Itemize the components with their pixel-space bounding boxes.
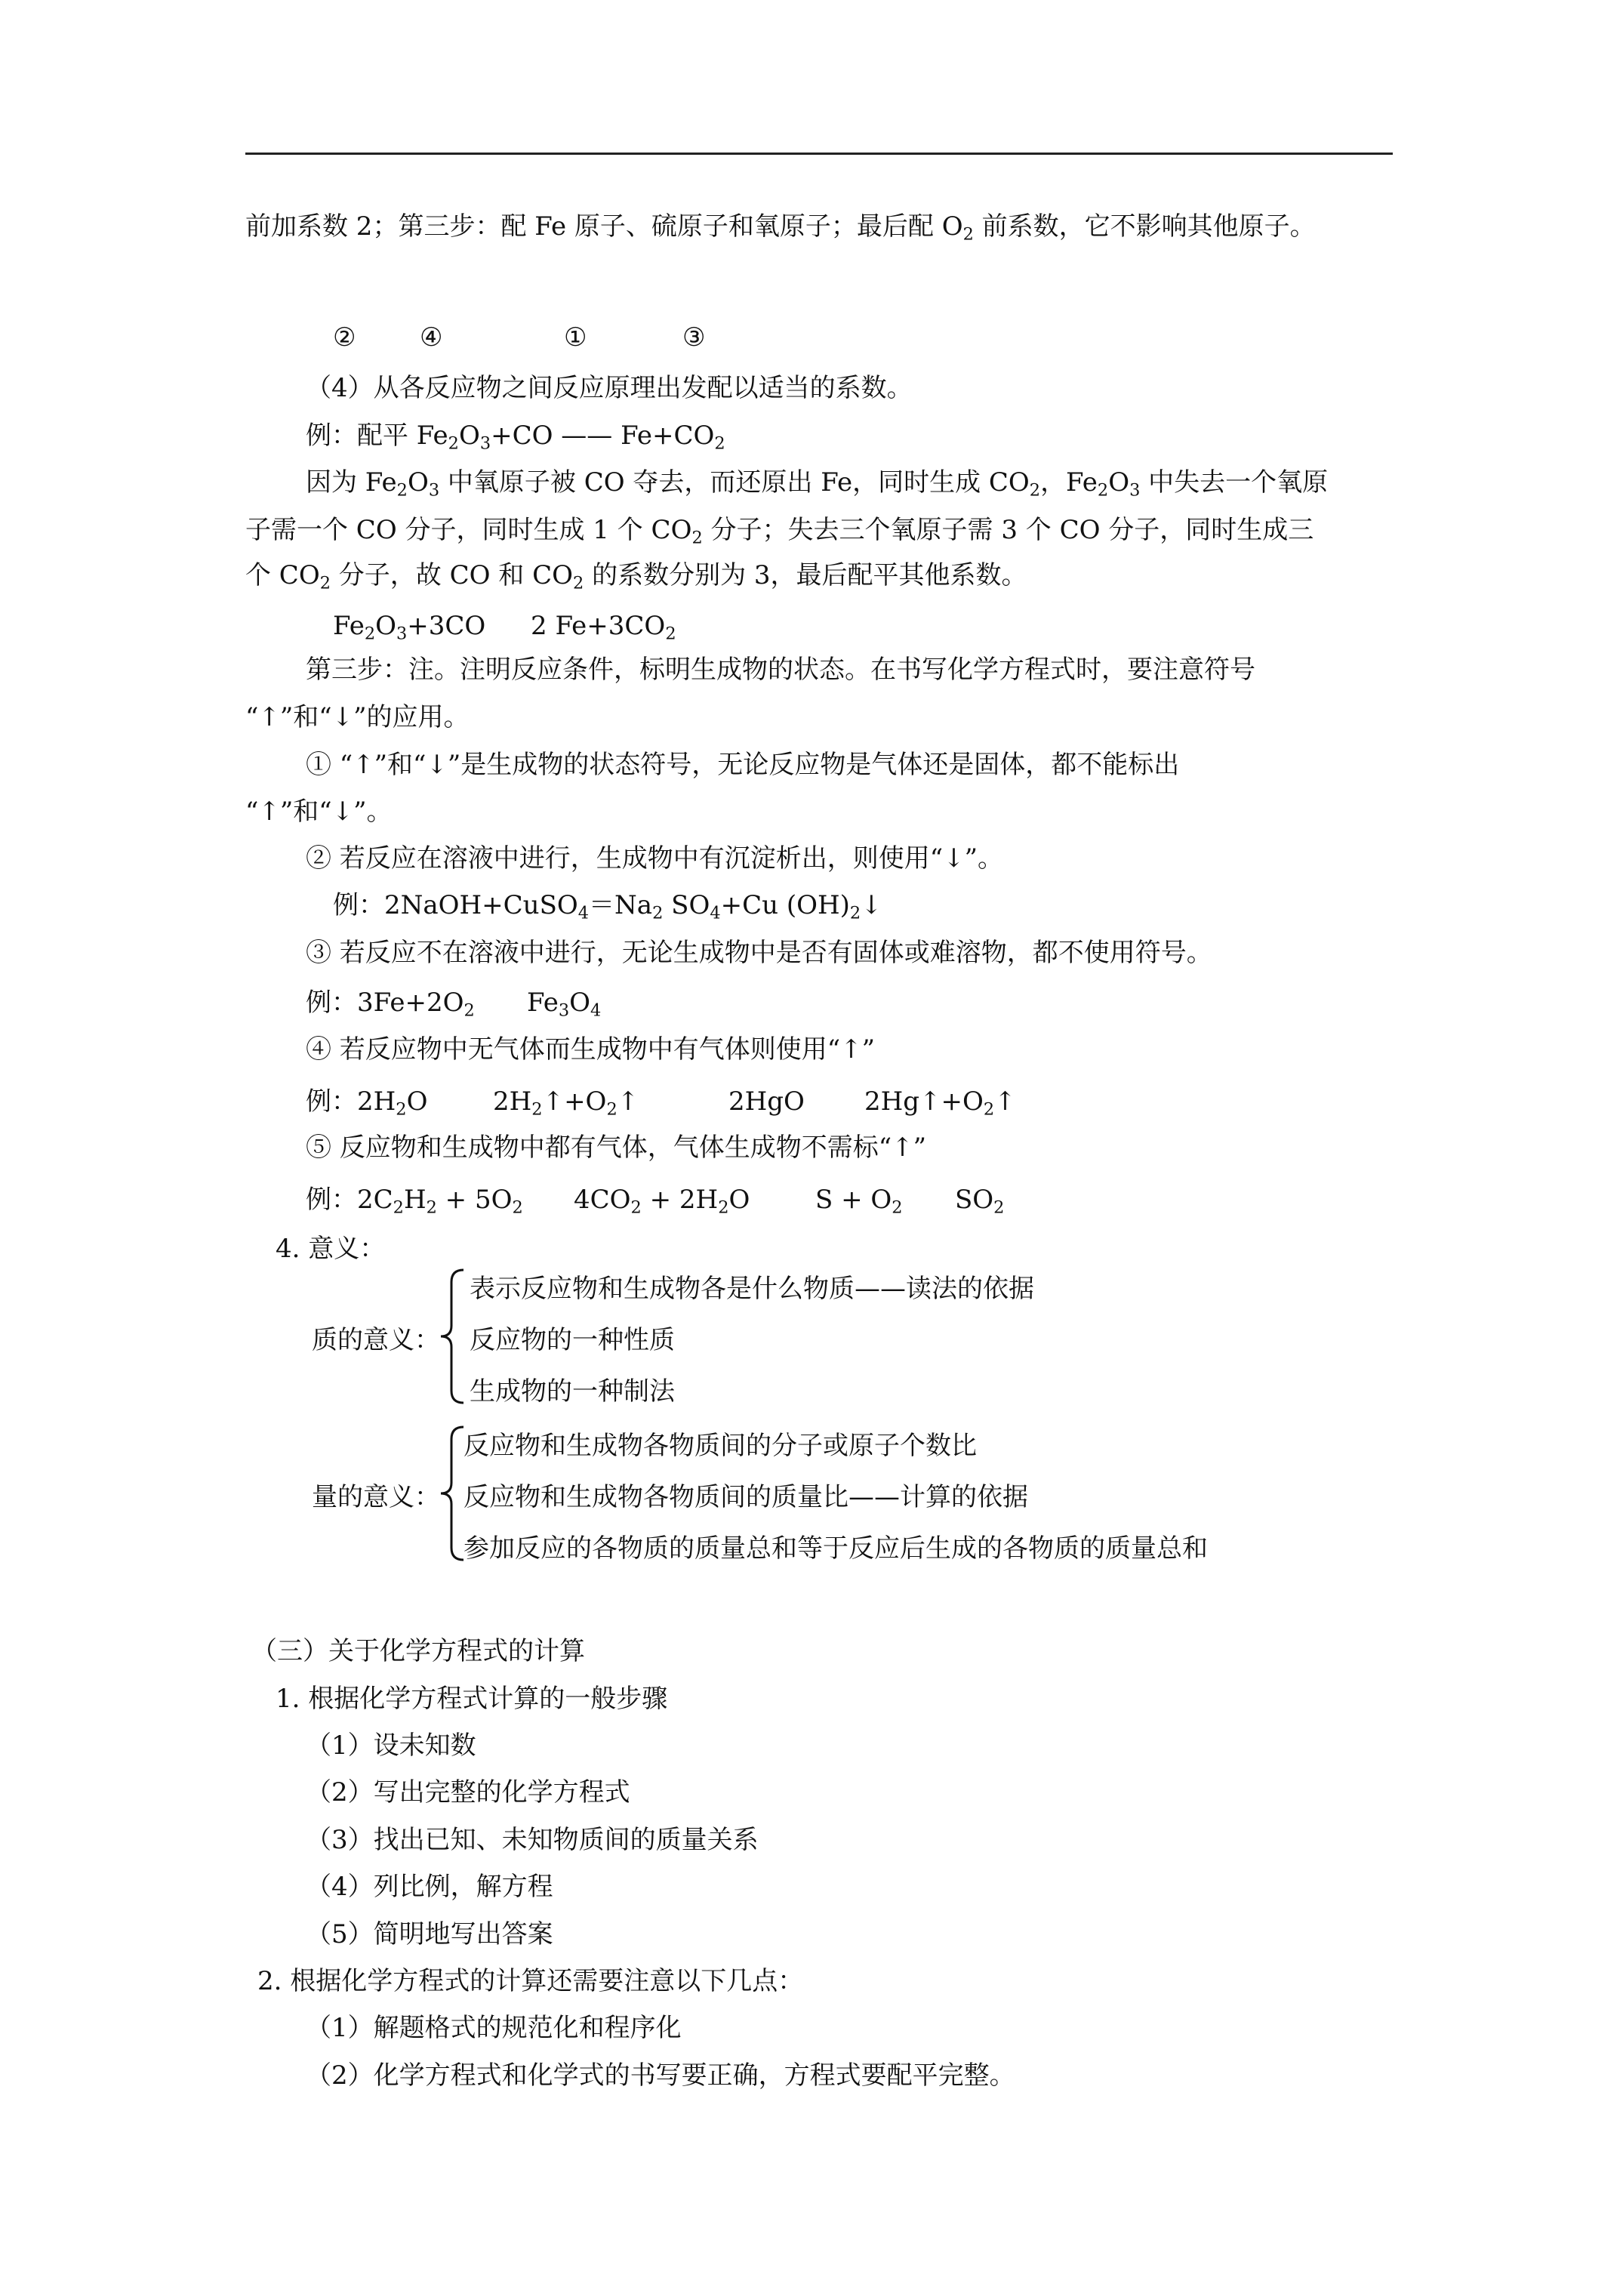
circled-marker: ② bbox=[333, 322, 356, 353]
quality-brace bbox=[436, 1268, 467, 1404]
quality-label: 质的意义： bbox=[312, 1325, 440, 1355]
list-item: （1）解题格式的规范化和程序化 bbox=[306, 2013, 682, 2043]
text-line: 子需一个 CO 分子，同时生成 1 个 $CO_2$ 分子；失去三个氧原子需 3 个 CO 分子，同时生成三 bbox=[245, 515, 1314, 548]
quantity-brace bbox=[436, 1425, 467, 1561]
equation-left: $Fe_2O_3+3CO$ bbox=[333, 611, 486, 644]
list-item: （2）写出完整的化学方程式 bbox=[306, 1777, 630, 1808]
quality-item: 反应物的一种性质 bbox=[470, 1325, 675, 1355]
example-line: 例：配平 $Fe_2O_3+CO$ —— $Fe+CO_2$ bbox=[306, 421, 725, 454]
quality-item: 表示反应物和生成物各是什么物质——读法的依据 bbox=[470, 1274, 1034, 1304]
quantity-item: 参加反应的各物质的质量总和等于反应后生成的各物质的质量总和 bbox=[463, 1533, 1208, 1564]
equation-left: 例：$2H_2O$ bbox=[306, 1086, 428, 1120]
equation-left: $S + O_2$ bbox=[815, 1185, 903, 1218]
text-line: “↑”和“↓”。 bbox=[245, 797, 393, 827]
header-rule bbox=[245, 153, 1393, 155]
equation-right: $2H_2↑+O_2↑$ bbox=[493, 1086, 639, 1120]
list-item: （3）找出已知、未知物质间的质量关系 bbox=[306, 1825, 759, 1855]
text-line: （4）从各反应物之间反应原理出发配以适当的系数。 bbox=[306, 373, 913, 403]
quality-item: 生成物的一种制法 bbox=[470, 1376, 675, 1407]
equation-left: 例：$2C_2H_2 + 5O_2$ bbox=[306, 1185, 523, 1218]
equation-left: 例：$3Fe+2O_2$ bbox=[306, 988, 475, 1021]
circled-marker: ④ bbox=[420, 322, 443, 353]
section-item: 4. 意义： bbox=[276, 1234, 386, 1264]
list-item: （1）设未知数 bbox=[306, 1730, 476, 1761]
text-line: ① “↑”和“↓”是生成物的状态符号，无论反应物是气体还是固体，都不能标出 bbox=[306, 750, 1180, 780]
equation-right: 2 $Fe+3CO_2$ bbox=[531, 611, 676, 644]
circled-marker: ① bbox=[564, 322, 587, 353]
equation-right: $4CO_2 + 2H_2O$ bbox=[574, 1185, 750, 1218]
section-item: 1. 根据化学方程式计算的一般步骤 bbox=[276, 1684, 668, 1714]
text-line: ② 若反应在溶液中进行，生成物中有沉淀析出，则使用“↓”。 bbox=[306, 843, 1004, 874]
equation-right: $2Hg↑+O_2↑$ bbox=[864, 1086, 1016, 1120]
text-line: ④ 若反应物中无气体而生成物中有气体则使用“↑” bbox=[306, 1034, 876, 1065]
text-line: 个 $CO_2$ 分子，故 CO 和 $CO_2$ 的系数分别为 3，最后配平其他系数。 bbox=[245, 560, 1027, 593]
section-item: 2. 根据化学方程式的计算还需要注意以下几点： bbox=[257, 1966, 804, 1996]
list-item: （5）简明地写出答案 bbox=[306, 1919, 553, 1949]
equation-right: $Fe_3O_4$ bbox=[527, 988, 602, 1021]
text-line: ③ 若反应不在溶液中进行，无论生成物中是否有固体或难溶物，都不使用符号。 bbox=[306, 938, 1212, 968]
list-item: （2）化学方程式和化学式的书写要正确，方程式要配平完整。 bbox=[306, 2060, 1015, 2091]
quantity-item: 反应物和生成物各物质间的质量比——计算的依据 bbox=[463, 1482, 1028, 1512]
list-item: （4）列比例，解方程 bbox=[306, 1872, 553, 1902]
quantity-item: 反应物和生成物各物质间的分子或原子个数比 bbox=[463, 1431, 977, 1461]
circled-marker: ③ bbox=[682, 322, 706, 353]
equation-right: $SO_2$ bbox=[955, 1185, 1005, 1218]
text-line: ⑤ 反应物和生成物中都有气体，气体生成物不需标“↑” bbox=[306, 1133, 927, 1163]
equation-left: 2HgO bbox=[728, 1086, 805, 1117]
section-heading: （三）关于化学方程式的计算 bbox=[251, 1636, 585, 1666]
text-line: “↑”和“↓”的应用。 bbox=[245, 702, 470, 732]
text-line: 因为 $Fe_2O_3$ 中氧原子被 CO 夺去，而还原出 Fe，同时生成 $CO_2$，$Fe_2O_3$ 中失去一个氧原 bbox=[306, 467, 1329, 501]
text-line: 前加系数 2；第三步：配 Fe 原子、硫原子和氧原子；最后配 $O_2$ 前系数，它不影响其他原子。 bbox=[245, 211, 1316, 245]
text-line: 第三步：注。注明反应条件，标明生成物的状态。在书写化学方程式时，要注意符号 bbox=[306, 655, 1255, 685]
quantity-label: 量的意义： bbox=[312, 1482, 440, 1512]
example-line: 例：$2NaOH+CuSO_4=Na_2$ $SO_4+Cu$ $(OH)_2↓$ bbox=[333, 890, 882, 923]
